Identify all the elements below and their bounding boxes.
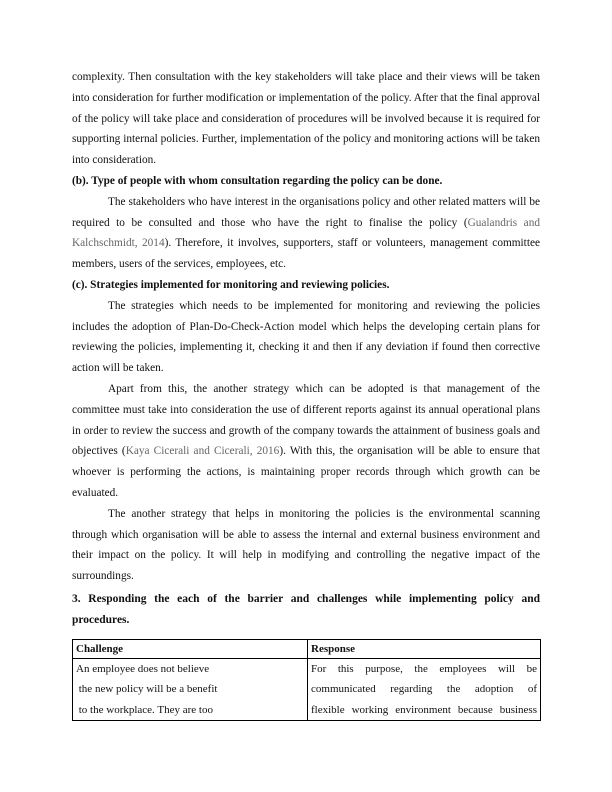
citation-gualandris: Gualandris and Kalchschmidt, 2014 [72,216,540,250]
challenge-line: An employee does not believe [76,662,210,675]
document-page [72,67,540,721]
header-challenge: Challenge [73,639,308,658]
paragraph-complexity: complexity. Then consultation with the key stakeholders will take place and their views will be taken into consideration for further modification or implementation of the policy. After that the final approval of the policy will take place and consideration of procedures will be involved because it is required for supporting internal policies. Further, implementation of the policy and monitoring actions will be taken into consideration. [72,71,540,167]
paragraph-stakeholders [72,192,540,275]
response-cell [308,658,541,721]
response-line: For this purpose, the employees will be [311,662,537,675]
reports-text: Apart from this, the another strategy which can be adopted is that management of the committee must take into consideration the use of different reports against its annual operational plans in order to review the success and growth of the company towards the attainment of business goals and objectives ( [72,382,540,458]
heading-strategies: (c). Strategies implemented for monitoring and reviewing policies. [72,278,390,291]
reports-text-end: ). With this, the organisation will be able to ensure that whoever is performing the actions, is maintaining proper records through which growth can be evaluated. [72,445,540,499]
challenge-cell [73,658,308,721]
heading-type-of-people: (b). Type of people with whom consultation regarding the policy can be done. [72,174,443,187]
response-line: communicated regarding the adoption of [311,683,537,696]
stakeholders-text: The stakeholders who have interest in the organisations policy and other related matters will be required to be consulted and those who have the right to finalise the policy ( [72,195,540,229]
response-line: flexible working environment because business [311,703,537,716]
paragraph-environmental-scanning: The another strategy that helps in monitoring the policies is the environmental scanning through which organisation will be able to assess the internal and external business environment and their impact on the policy. It will help in modifying and controlling the negative impact of the surroundings. [72,507,540,583]
stakeholders-text-end: ). Therefore, it involves, supporters, staff or volunteers, management committee members, users of the services, employees, etc. [72,237,540,271]
paragraph-pdca: The strategies which needs to be implemented for monitoring and reviewing the policies includes the adoption of Plan-Do-Check-Action model which helps the developing certain plans for reviewing the policies, implementing it, checking it and then if any deviation if found then corrective action will be taken. [72,299,540,375]
table-row [73,658,541,721]
section-heading-3: 3. Responding the each of the barrier and challenges while implementing policy and procedures. [72,592,540,626]
paragraph-reports [72,379,540,504]
challenge-line: to the workplace. They are too [76,703,213,716]
header-response: Response [308,639,541,658]
citation-kaya-cicerali: Kaya Cicerali and Cicerali, 2016 [125,445,280,458]
challenge-response-table [72,639,541,722]
challenge-line: the new policy will be a benefit [76,683,218,696]
table-header-row [73,639,541,658]
